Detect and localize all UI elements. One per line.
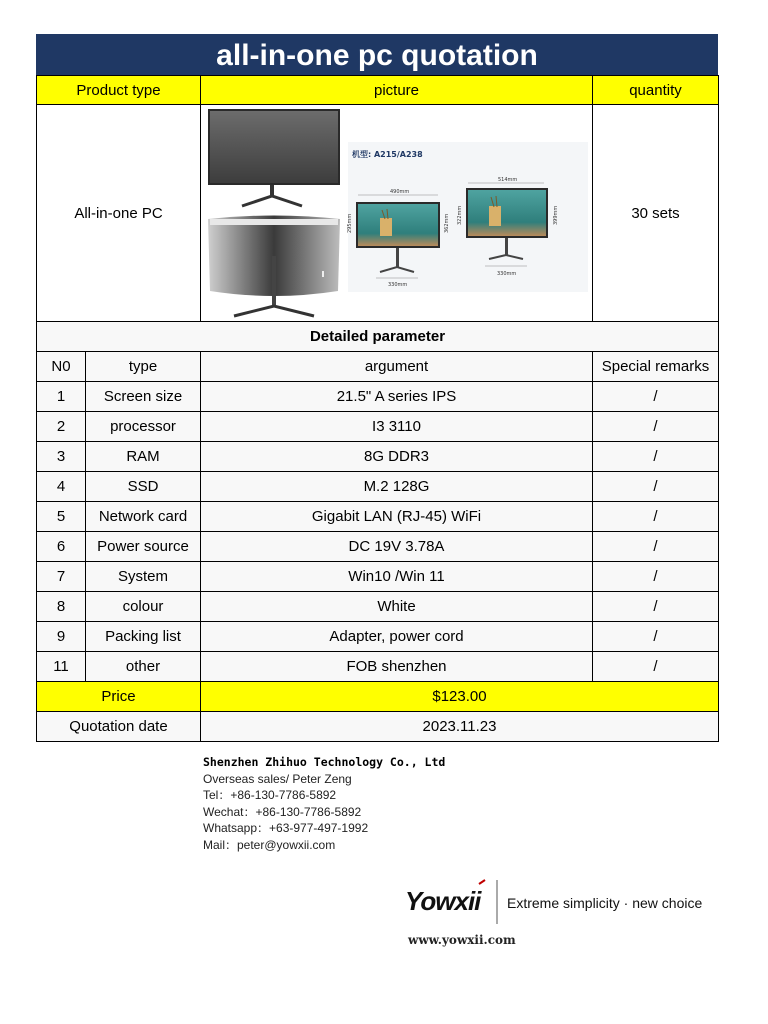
param-no: 6	[37, 532, 86, 562]
section-title: Detailed parameter	[37, 322, 719, 352]
logo-wordmark: Yowxii	[405, 886, 481, 916]
param-argument: 8G DDR3	[201, 442, 593, 472]
product-picture-cell	[201, 105, 593, 322]
param-argument: I3 3110	[201, 412, 593, 442]
quotation-date-row	[37, 712, 719, 742]
param-type: other	[86, 652, 201, 682]
param-remark: /	[593, 592, 719, 622]
param-remark: /	[593, 652, 719, 682]
param-remark: /	[593, 622, 719, 652]
dim-left-height-inner: 362mm	[443, 213, 450, 233]
quotation-date-label: Quotation date	[37, 712, 201, 742]
param-type: Packing list	[86, 622, 201, 652]
company-name: Shenzhen Zhihuo Technology Co., Ltd	[203, 755, 446, 769]
param-argument: Win10 /Win 11	[201, 562, 593, 592]
quotation-sheet	[36, 34, 718, 742]
dim-right-width: 514mm	[497, 176, 517, 183]
brand-banner	[405, 878, 715, 928]
col-remarks: Special remarks	[593, 352, 719, 382]
price-row	[37, 682, 719, 712]
param-type: RAM	[86, 442, 201, 472]
sales-contact: Overseas sales/ Peter Zeng	[203, 771, 352, 786]
brand-slogan: Extreme simplicity · new choice	[507, 895, 703, 911]
param-remark: /	[593, 502, 719, 532]
section-row	[37, 322, 719, 352]
param-no: 5	[37, 502, 86, 532]
price-value: $123.00	[201, 682, 719, 712]
dim-right-height-inner: 399mm	[552, 205, 559, 225]
param-argument: Adapter, power cord	[201, 622, 593, 652]
table-row	[37, 502, 719, 532]
param-remark: /	[593, 412, 719, 442]
dim-left-base: 330mm	[387, 281, 407, 288]
param-no: 2	[37, 412, 86, 442]
param-type: Network card	[86, 502, 201, 532]
param-type: Power source	[86, 532, 201, 562]
price-label: Price	[37, 682, 201, 712]
table-row	[37, 562, 719, 592]
param-no: 1	[37, 382, 86, 412]
quotation-table	[36, 75, 719, 742]
param-no: 11	[37, 652, 86, 682]
param-no: 4	[37, 472, 86, 502]
dim-left-width: 490mm	[389, 188, 409, 195]
param-argument: 21.5" A series IPS	[201, 382, 593, 412]
param-remark: /	[593, 532, 719, 562]
website[interactable]: www.yowxii.com	[408, 933, 516, 947]
dim-left-height-outer: 295mm	[346, 213, 353, 233]
model-label: 机型: A215/A238	[351, 149, 423, 159]
param-type: processor	[86, 412, 201, 442]
dim-right-base: 330mm	[496, 270, 516, 277]
table-row	[37, 592, 719, 622]
table-row	[37, 532, 719, 562]
param-type: SSD	[86, 472, 201, 502]
param-no: 8	[37, 592, 86, 622]
param-remark: /	[593, 472, 719, 502]
param-type: System	[86, 562, 201, 592]
param-argument: DC 19V 3.78A	[201, 532, 593, 562]
param-remark: /	[593, 442, 719, 472]
mail: Mail：peter@yowxii.com	[203, 837, 336, 852]
param-argument: White	[201, 592, 593, 622]
param-no: 9	[37, 622, 86, 652]
param-remark: /	[593, 562, 719, 592]
header-row	[37, 76, 719, 105]
dim-right-height-outer: 322mm	[456, 205, 463, 225]
table-row	[37, 442, 719, 472]
product-row	[37, 105, 719, 322]
brand-logo	[405, 878, 715, 928]
quotation-date-value: 2023.11.23	[201, 712, 719, 742]
table-row	[37, 622, 719, 652]
param-argument: M.2 128G	[201, 472, 593, 502]
header-picture: picture	[201, 76, 593, 105]
param-no: 3	[37, 442, 86, 472]
param-remark: /	[593, 382, 719, 412]
param-header-row	[37, 352, 719, 382]
tel: Tel：+86-130-7786-5892	[203, 788, 337, 802]
col-no: N0	[37, 352, 86, 382]
product-picture	[202, 106, 592, 321]
param-argument: Gigabit LAN (RJ-45) WiFi	[201, 502, 593, 532]
product-name: All-in-one PC	[37, 105, 201, 322]
wechat: Wechat：+86-130-7786-5892	[203, 804, 362, 819]
param-no: 7	[37, 562, 86, 592]
whatsapp: Whatsapp：+63-977-497-1992	[203, 821, 369, 835]
page-title: all-in-one pc quotation	[36, 34, 718, 75]
param-type: colour	[86, 592, 201, 622]
table-row	[37, 472, 719, 502]
param-argument: FOB shenzhen	[201, 652, 593, 682]
param-type: Screen size	[86, 382, 201, 412]
company-info	[203, 754, 445, 853]
header-product-type: Product type	[37, 76, 201, 105]
table-row	[37, 382, 719, 412]
header-quantity: quantity	[593, 76, 719, 105]
table-row	[37, 652, 719, 682]
product-quantity: 30 sets	[593, 105, 719, 322]
col-argument: argument	[201, 352, 593, 382]
product-photo	[202, 106, 592, 321]
table-row	[37, 412, 719, 442]
col-type: type	[86, 352, 201, 382]
